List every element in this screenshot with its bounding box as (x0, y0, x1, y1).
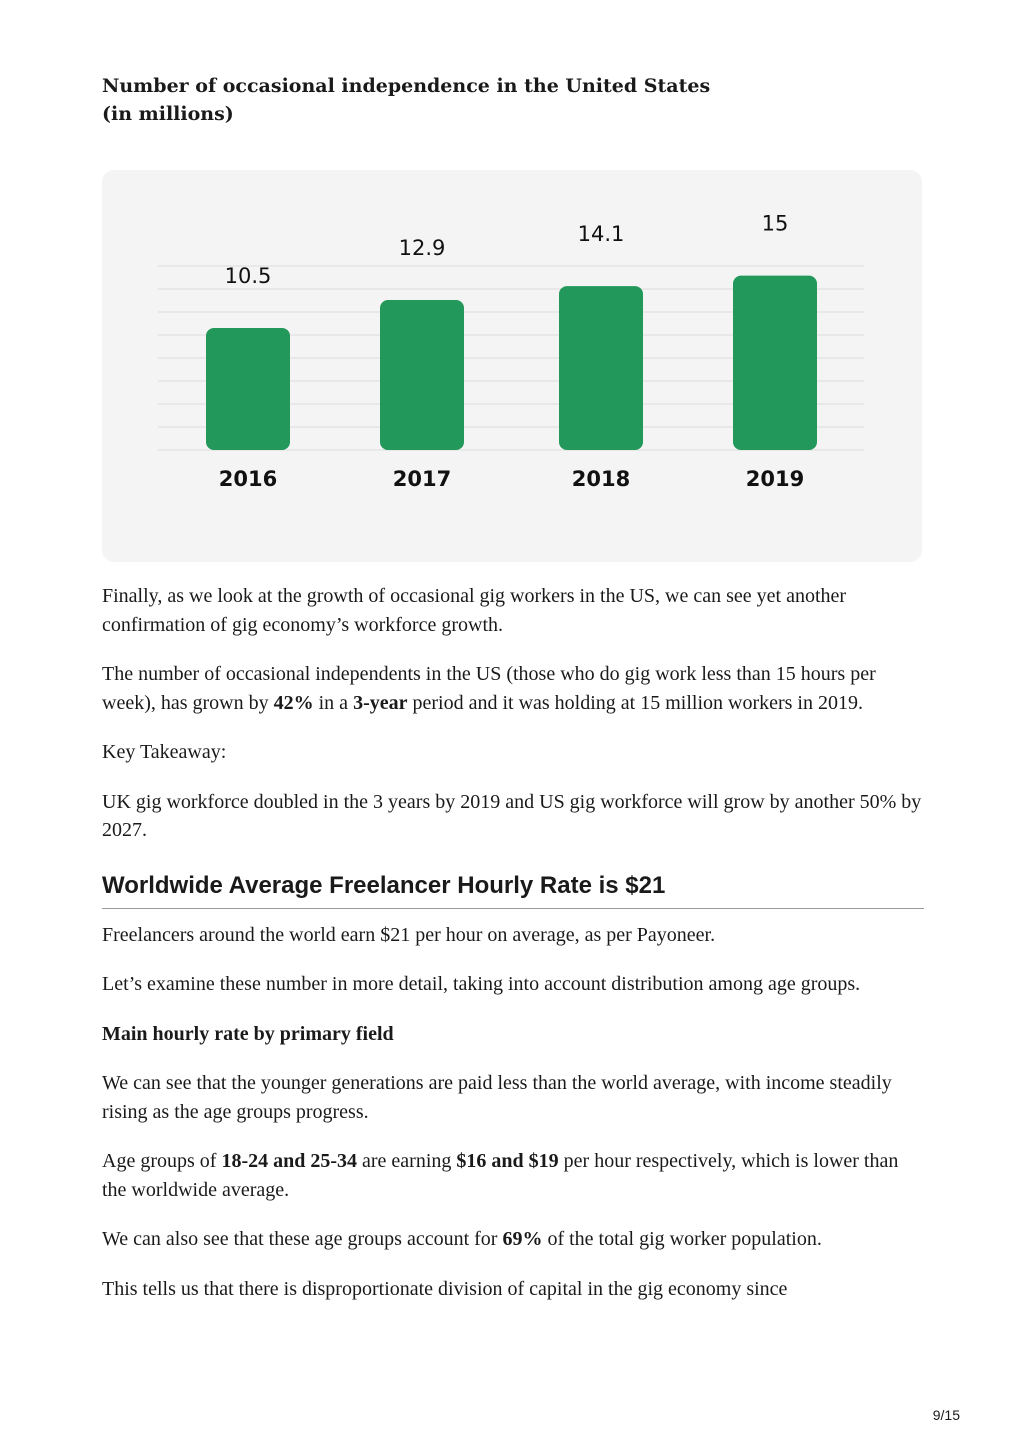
highlight-69-percent: 69% (502, 1228, 543, 1250)
article-body (102, 582, 924, 1324)
data-label-2018: 14.1 (577, 222, 625, 247)
bar-2018 (559, 286, 643, 450)
category-label-2017: 2017 (392, 467, 452, 491)
bar-chart (102, 170, 922, 562)
category-label-2019: 2019 (745, 467, 805, 491)
highlight-42-percent: 42% (273, 691, 314, 714)
highlight-age-groups: 18-24 and 25-34 (221, 1150, 358, 1172)
bar-2019 (733, 276, 817, 450)
page-number: 9/15 (932, 1407, 960, 1423)
section-heading: Worldwide Average Freelancer Hourly Rate is $21 (102, 871, 924, 909)
bar-chart-card (102, 170, 922, 562)
subheading-hourly-rate-field: Main hourly rate by primary field (102, 1022, 394, 1045)
paragraph-age-groups: Age groups of 18-24 and 25-34 are earning $16 and $19 per hour respectively, which is lower than the worldwide average. (102, 1150, 899, 1201)
paragraph-growth-intro: Finally, as we look at the growth of occasional gig workers in the US, we can see yet another confirmation of gig economy’s workforce growth. (102, 585, 847, 636)
chart-title-line2: (in millions) (102, 103, 234, 125)
paragraph-examine: Let’s examine these number in more detail, taking into account distribution among age groups. (102, 973, 861, 995)
data-label-2016: 10.5 (224, 263, 272, 288)
bar-2016 (206, 328, 290, 450)
paragraph-key-takeaway: UK gig workforce doubled in the 3 years by 2019 and US gig workforce will grow by another 50% by 2027. (102, 790, 922, 841)
chart-title (102, 72, 802, 128)
category-label-2018: 2018 (571, 467, 631, 491)
paragraph-capital-division: This tells us that there is disproportionate division of capital in the gig economy since (102, 1277, 788, 1300)
highlight-3-year: 3-year (353, 691, 408, 714)
highlight-hourly-earnings: $16 and $19 (456, 1150, 559, 1172)
paragraph-key-takeaway-label: Key Takeaway: (102, 741, 227, 763)
bar-2017 (380, 300, 464, 450)
category-label-2016: 2016 (218, 467, 278, 491)
chart-title-line1: Number of occasional independence in the United States (102, 75, 711, 97)
data-label-2019: 15 (761, 211, 789, 236)
data-label-2017: 12.9 (398, 236, 446, 261)
paragraph-growth-stats: The number of occasional independents in the US (those who do gig work less than 15 hours per week), has grown by 42% in a 3-year period and it was holding at 15 million workers in 2019. (102, 663, 876, 714)
paragraph-population-share: We can also see that these age groups account for 69% of the total gig worker population. (102, 1228, 822, 1250)
paragraph-younger-generations: We can see that the younger generations are paid less than the world average, with income steadily rising as the age groups progress. (102, 1072, 892, 1123)
paragraph-hourly-rate: Freelancers around the world earn $21 per hour on average, as per Payoneer. (102, 923, 716, 946)
